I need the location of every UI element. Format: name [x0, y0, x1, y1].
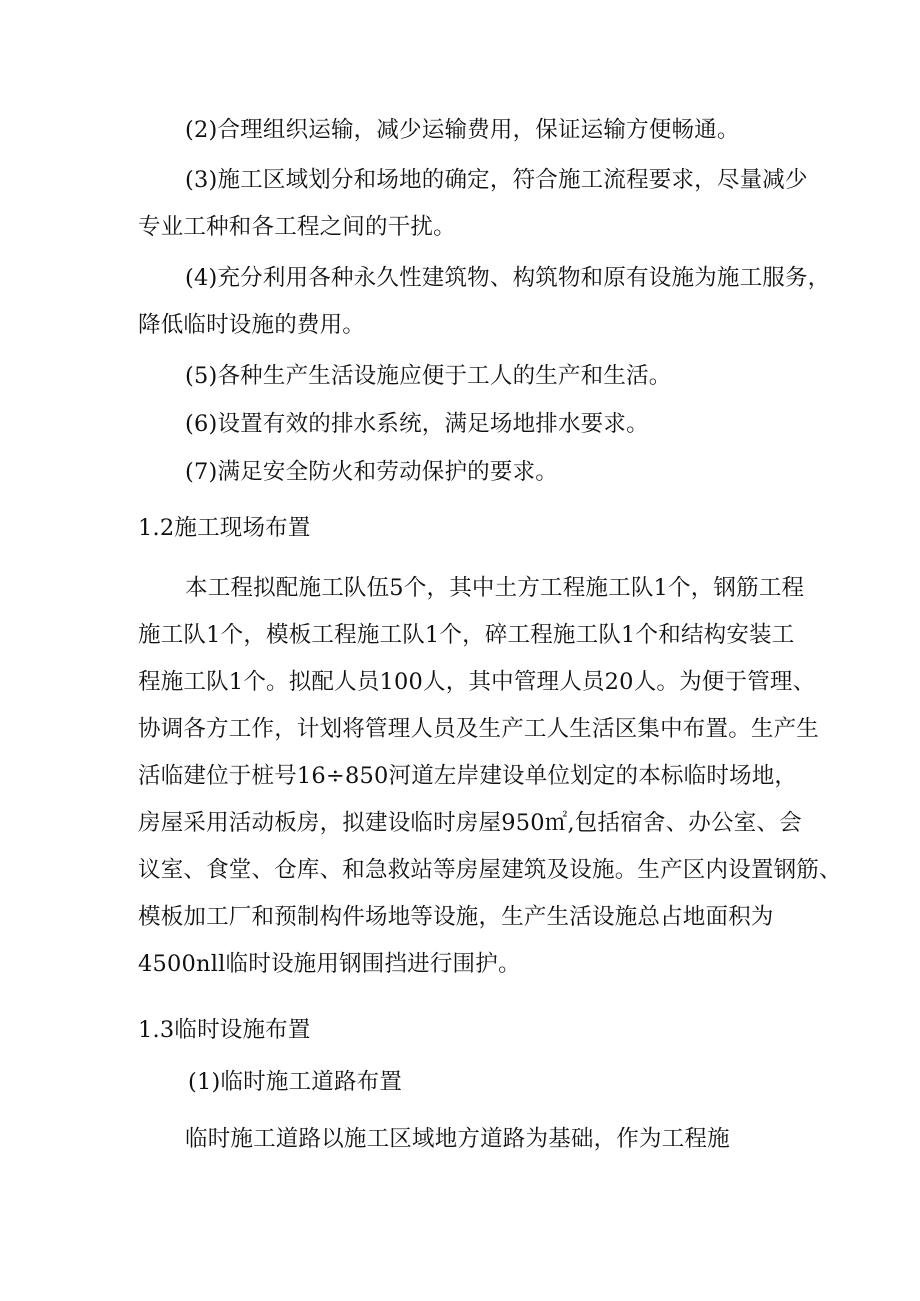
- section-heading-1-3: 1.3临时设施布置: [138, 1017, 311, 1043]
- paragraph-line: 程施工队1个。拟配人员100人，其中管理人员20人。为便于管理、: [138, 669, 816, 695]
- list-item-2: (2)合理组织运输，减少运输费用，保证运输方便畅通。: [185, 117, 740, 143]
- paragraph-line: 临时施工道路以施工区域地方道路为基础，作为工程施: [185, 1126, 730, 1152]
- list-item-4-line-2: 降低临时设施的费用。: [138, 312, 366, 338]
- list-item-7: (7)满足安全防火和劳动保护的要求。: [185, 459, 558, 485]
- paragraph-line: 活临建位于桩号16÷850河道左岸建设单位划定的本标临时场地，: [138, 763, 798, 789]
- paragraph-line: 施工队1个，模板工程施工队1个，碎工程施工队1个和结构安装工: [138, 622, 795, 648]
- list-item-3-line-2: 专业工种和各工程之间的干扰。: [138, 214, 456, 240]
- paragraph-line: 议室、食堂、仓库、和急救站等房屋建筑及设施。生产区内设置钢筋、: [138, 857, 842, 883]
- list-item-3-line-1: (3)施工区域划分和场地的确定，符合施工流程要求，尽量减少: [185, 167, 808, 193]
- paragraph-line: 本工程拟配施工队伍5个，其中土方工程施工队1个，钢筋工程: [185, 575, 805, 601]
- paragraph-line: 协调各方工作，计划将管理人员及生产工人生活区集中布置。生产生: [138, 716, 820, 742]
- list-item-4-line-1: (4)充分利用各种永久性建筑物、构筑物和原有设施为施工服务，: [185, 265, 831, 291]
- list-item-5: (5)各种生产生活设施应便于工人的生产和生活。: [185, 363, 672, 389]
- paragraph-line: 房屋采用活动板房，拟建设临时房屋950㎡,包括宿舍、办公室、会: [138, 810, 802, 836]
- paragraph-line: 模板加工厂和预制构件场地等设施，生产生活设施总占地面积为: [138, 904, 774, 930]
- paragraph-line: 4500nll临时设施用钢围挡进行围护。: [138, 951, 521, 977]
- section-heading-1-2: 1.2施工现场布置: [138, 515, 311, 541]
- sub-heading-1: (1)临时施工道路布置: [188, 1069, 403, 1095]
- list-item-6: (6)设置有效的排水系统，满足场地排水要求。: [185, 411, 649, 437]
